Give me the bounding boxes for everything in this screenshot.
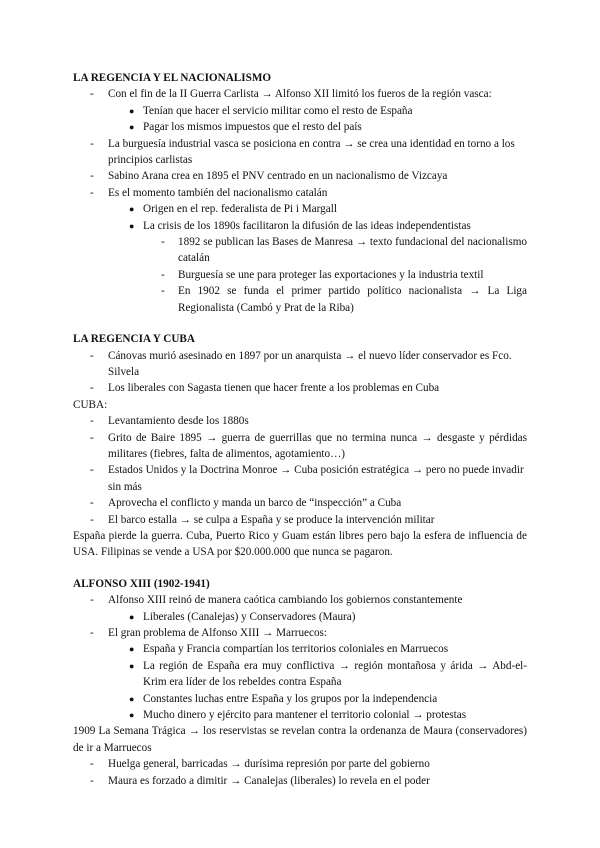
list-item bbox=[161, 234, 527, 267]
list-item bbox=[129, 658, 527, 691]
list-item bbox=[90, 756, 527, 772]
bullet-marker: ● bbox=[129, 204, 135, 215]
bullet-marker: ● bbox=[129, 122, 135, 133]
list-item-text: Alfonso XIII reinó de manera caótica cambiando los gobiernos constantemente bbox=[108, 594, 463, 607]
list-item bbox=[129, 119, 527, 135]
dash-marker: - bbox=[90, 415, 94, 428]
dash-marker: - bbox=[161, 285, 165, 298]
list-item-text: Origen en el rep. federalista de Pi i Margall bbox=[143, 203, 337, 216]
section-title-alfonso-xiii: ALFONSO XIII (1902-1941) bbox=[73, 577, 210, 590]
dash-marker: - bbox=[90, 349, 94, 362]
list-item bbox=[129, 609, 527, 625]
list-item-text: Burguesía se une para proteger las exportaciones y la industria textil bbox=[178, 268, 484, 281]
list-item bbox=[90, 86, 527, 102]
bullet-marker: ● bbox=[129, 660, 135, 671]
dash-marker: - bbox=[90, 137, 94, 150]
list-item bbox=[90, 625, 527, 641]
list-item-text: Levantamiento desde los 1880s bbox=[108, 415, 249, 428]
list-item bbox=[90, 413, 527, 429]
section-title-regencia-nacionalismo: LA REGENCIA Y EL NACIONALISMO bbox=[73, 72, 272, 84]
dash-marker: - bbox=[90, 513, 94, 526]
list-item bbox=[129, 641, 527, 657]
list-item-text: Tenían que hacer el servicio militar como el resto de España bbox=[143, 104, 413, 117]
list-item-text: Grito de Baire 1895 → guerra de guerrillas que no termina nunca → desgaste y pérdidas militares (fiebres, falta de alimentos, agotamiento…) bbox=[108, 431, 527, 460]
list-item-text: Aprovecha el conflicto y manda un barco de “inspección” a Cuba bbox=[108, 497, 402, 510]
bullet-marker: ● bbox=[129, 105, 135, 116]
list-item-text: Maura es forzado a dimitir → Canalejas (liberales) lo revela en el poder bbox=[108, 774, 430, 787]
list-item bbox=[129, 707, 527, 723]
list-item-text: España y Francia compartían los territorios coloniales en Marruecos bbox=[143, 643, 449, 656]
dash-marker: - bbox=[161, 236, 165, 249]
list-item-text: En 1902 se funda el primer partido político nacionalista → La Liga Regionalista (Cambó y Prat de la Riba) bbox=[178, 285, 527, 314]
list-item bbox=[161, 267, 527, 283]
list-item bbox=[129, 218, 527, 234]
paragraph: 1909 La Semana Trágica → los reservistas se revelan contra la ordenanza de Maura (conservadores) de ir a Marruecos bbox=[73, 725, 527, 754]
list-item bbox=[161, 283, 527, 316]
list-item bbox=[90, 430, 527, 463]
list-item-text: Cánovas murió asesinado en 1897 por un anarquista → el nuevo líder conservador es Fco. Silvela bbox=[108, 349, 512, 378]
dash-marker: - bbox=[90, 464, 94, 477]
dash-marker: - bbox=[90, 594, 94, 607]
list-item-text: Sabino Arana crea en 1895 el PNV centrado en un nacionalismo de Vizcaya bbox=[108, 170, 448, 183]
paragraph: España pierde la guerra. Cuba, Puerto Rico y Guam están libres pero bajo la esfera de influencia de USA. Filipinas se vende a USA por $20.000.000 que nunca se pagaron. bbox=[73, 529, 527, 559]
list-item bbox=[90, 168, 527, 184]
list-item-text: La región de España era muy conflictiva → región montañosa y árida → Abd-el-Krim era líder de los rebeldes contra España bbox=[143, 659, 527, 689]
cuba-label: CUBA: bbox=[73, 398, 108, 411]
dash-marker: - bbox=[90, 627, 94, 639]
list-item bbox=[90, 462, 527, 495]
dash-marker: - bbox=[90, 758, 94, 771]
list-item-text: Estados Unidos y la Doctrina Monroe → Cuba posición estratégica → pero no puede invadir sin más bbox=[108, 464, 524, 493]
dash-marker: - bbox=[161, 268, 165, 281]
list-item-text: Los liberales con Sagasta tienen que hacer frente a los problemas en Cuba bbox=[108, 382, 440, 395]
bullet-marker: ● bbox=[129, 693, 135, 704]
list-item bbox=[129, 691, 527, 707]
list-item-text: Pagar los mismos impuestos que el resto del país bbox=[143, 121, 362, 134]
dash-marker: - bbox=[90, 774, 94, 787]
list-item-text: Huelga general, barricadas → durísima represión por parte del gobierno bbox=[108, 758, 430, 771]
bullet-marker: ● bbox=[129, 710, 135, 721]
list-item-text: Con el fin de la II Guerra Carlista → Alfonso XII limitó los fueros de la región vasca: bbox=[108, 88, 492, 101]
list-item bbox=[90, 136, 527, 169]
list-item bbox=[90, 185, 527, 201]
list-item bbox=[129, 201, 527, 217]
dash-marker: - bbox=[90, 186, 94, 199]
list-item bbox=[90, 380, 527, 396]
list-item-text: Mucho dinero y ejército para mantener el territorio colonial → protestas bbox=[143, 709, 467, 722]
dash-marker: - bbox=[90, 431, 94, 444]
list-item-text: 1892 se publican las Bases de Manresa → texto fundacional del nacionalismo catalán bbox=[178, 236, 527, 265]
dash-marker: - bbox=[90, 170, 94, 183]
list-item bbox=[90, 495, 527, 511]
list-item-text: La crisis de los 1890s facilitaron la difusión de las ideas independentistas bbox=[143, 219, 471, 232]
list-item bbox=[90, 512, 527, 528]
list-item-text: El barco estalla → se culpa a España y se produce la intervención militar bbox=[108, 513, 435, 526]
bullet-marker: ● bbox=[129, 644, 135, 655]
list-item-text: La burguesía industrial vasca se posiciona en contra → se crea una identidad en torno a los principios carlistas bbox=[108, 137, 515, 167]
list-item bbox=[90, 348, 527, 381]
list-item-text: Es el momento también del nacionalismo catalán bbox=[108, 186, 328, 199]
bullet-marker: ● bbox=[129, 220, 135, 231]
list-item bbox=[90, 773, 527, 789]
document-page bbox=[73, 70, 527, 789]
list-item bbox=[90, 592, 527, 608]
dash-marker: - bbox=[90, 88, 94, 101]
list-item-text: El gran problema de Alfonso XIII → Marruecos: bbox=[108, 627, 328, 639]
dash-marker: - bbox=[90, 497, 94, 510]
list-item-text: Liberales (Canalejas) y Conservadores (Maura) bbox=[143, 610, 356, 623]
dash-marker: - bbox=[90, 382, 94, 395]
section-title-regencia-cuba: LA REGENCIA Y CUBA bbox=[73, 333, 195, 346]
list-item-text: Constantes luchas entre España y los grupos por la independencia bbox=[143, 692, 438, 705]
list-item bbox=[129, 103, 527, 119]
bullet-marker: ● bbox=[129, 611, 135, 622]
